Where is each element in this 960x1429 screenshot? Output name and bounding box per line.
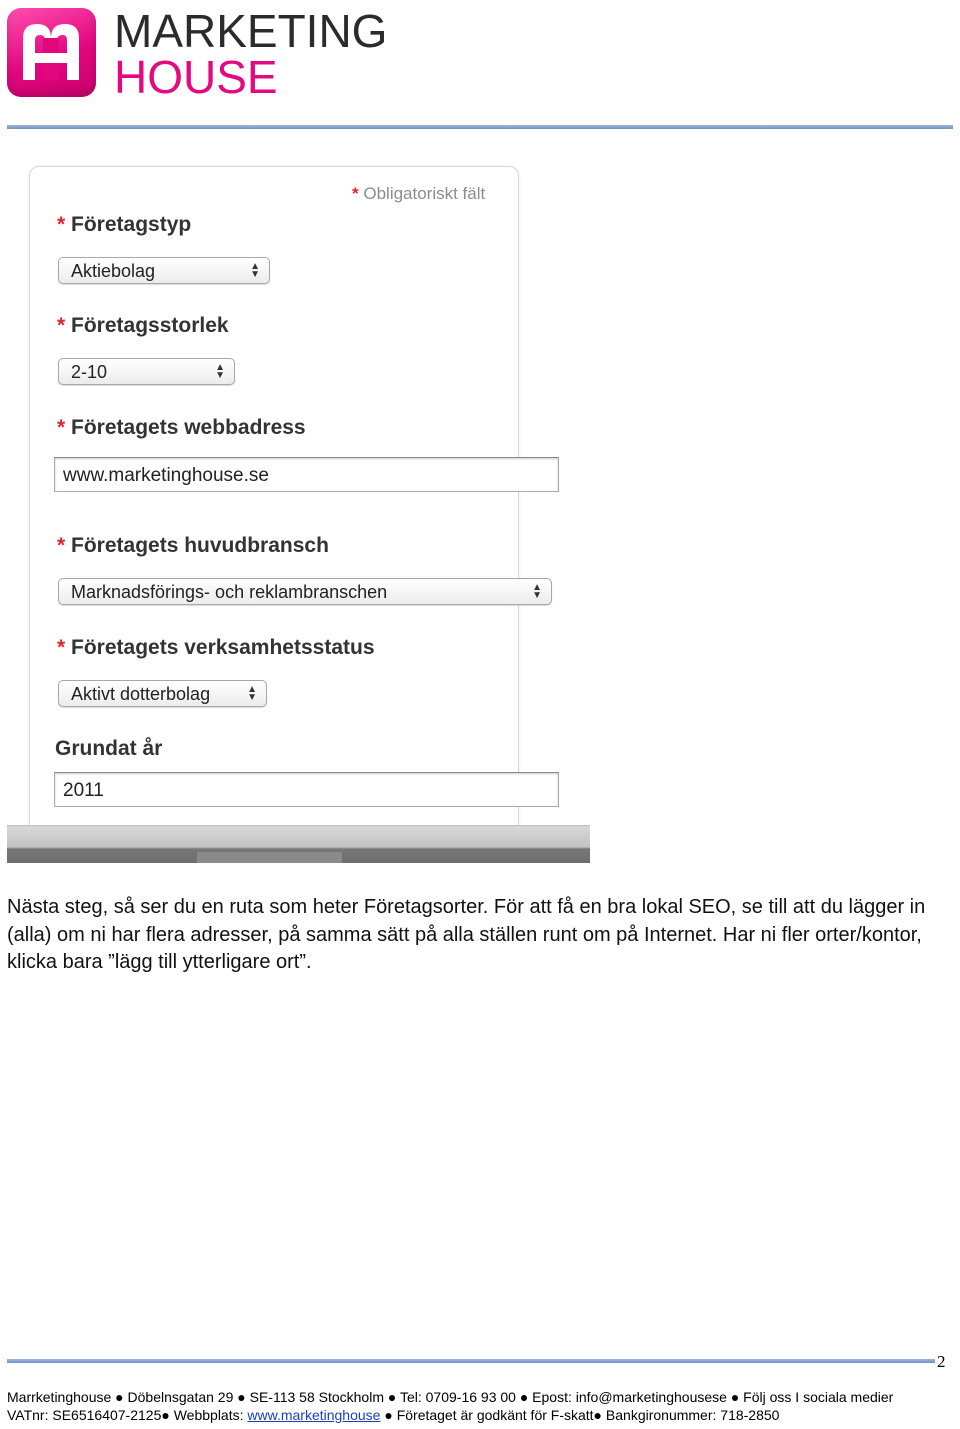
window-bottom-bar bbox=[7, 825, 590, 863]
header-divider bbox=[7, 125, 953, 129]
label-grundat-ar: Grundat år bbox=[55, 737, 163, 760]
body-paragraph: Nästa steg, så ser du en ruta som heter Företagsorter. För att få en bra lokal SEO, se till att du lägger in (alla) om ni har flera adresser, på samma sätt på alla ställen runt om på Internet. Har ni fler orter/kontor, klicka bara ”lägg till ytterligare ort”. bbox=[7, 896, 926, 973]
select-arrows-icon: ▲ ▼ bbox=[532, 582, 542, 601]
select-foretagsstorlek[interactable]: 2-10 ▲ ▼ bbox=[58, 358, 235, 385]
label-verksamhetsstatus: * Företagets verksamhetsstatus bbox=[57, 636, 375, 659]
page-number: 2 bbox=[937, 1352, 946, 1371]
label-foretagsstorlek: * Företagsstorlek bbox=[57, 314, 229, 337]
input-webbadress[interactable]: www.marketinghouse.se bbox=[54, 457, 559, 492]
label-huvudbransch: * Företagets huvudbransch bbox=[57, 534, 329, 557]
footer-info-line: VATnr: SE6516407-2125● Webbplats: www.marketinghouse ● Företaget är godkänt för F-skatt● Bankgironummer: 718-2850 bbox=[7, 1407, 780, 1423]
select-foretagstyp[interactable]: Aktiebolag ▲ ▼ bbox=[58, 257, 270, 284]
input-grundat-ar[interactable]: 2011 bbox=[54, 772, 559, 807]
select-arrows-icon: ▲ ▼ bbox=[250, 261, 260, 280]
website-link[interactable]: www.marketinghouse bbox=[247, 1407, 381, 1423]
label-webbadress: * Företagets webbadress bbox=[57, 416, 306, 439]
brand-name-line2: HOUSE bbox=[114, 51, 278, 103]
select-huvudbransch[interactable]: Marknadsförings- och reklambranschen ▲ ▼ bbox=[58, 578, 552, 605]
required-note: * Obligatoriskt fält bbox=[352, 184, 486, 203]
label-foretagstyp: * Företagstyp bbox=[57, 213, 192, 236]
select-verksamhetsstatus[interactable]: Aktivt dotterbolag ▲ ▼ bbox=[58, 680, 267, 707]
footer-divider bbox=[7, 1359, 935, 1363]
brand-name-line1: MARKETING bbox=[114, 5, 388, 57]
select-arrows-icon: ▲ ▼ bbox=[215, 362, 225, 381]
footer-contact-line: Marrketinghouse ● Döbelnsgatan 29 ● SE-113 58 Stockholm ● Tel: 0709-16 93 00 ● Epost: info@marketinghousese ● Följ oss I sociala medier bbox=[7, 1389, 894, 1405]
mh-monogram-icon bbox=[7, 8, 96, 97]
select-arrows-icon: ▲ ▼ bbox=[247, 684, 257, 703]
form-screenshot bbox=[7, 150, 590, 863]
